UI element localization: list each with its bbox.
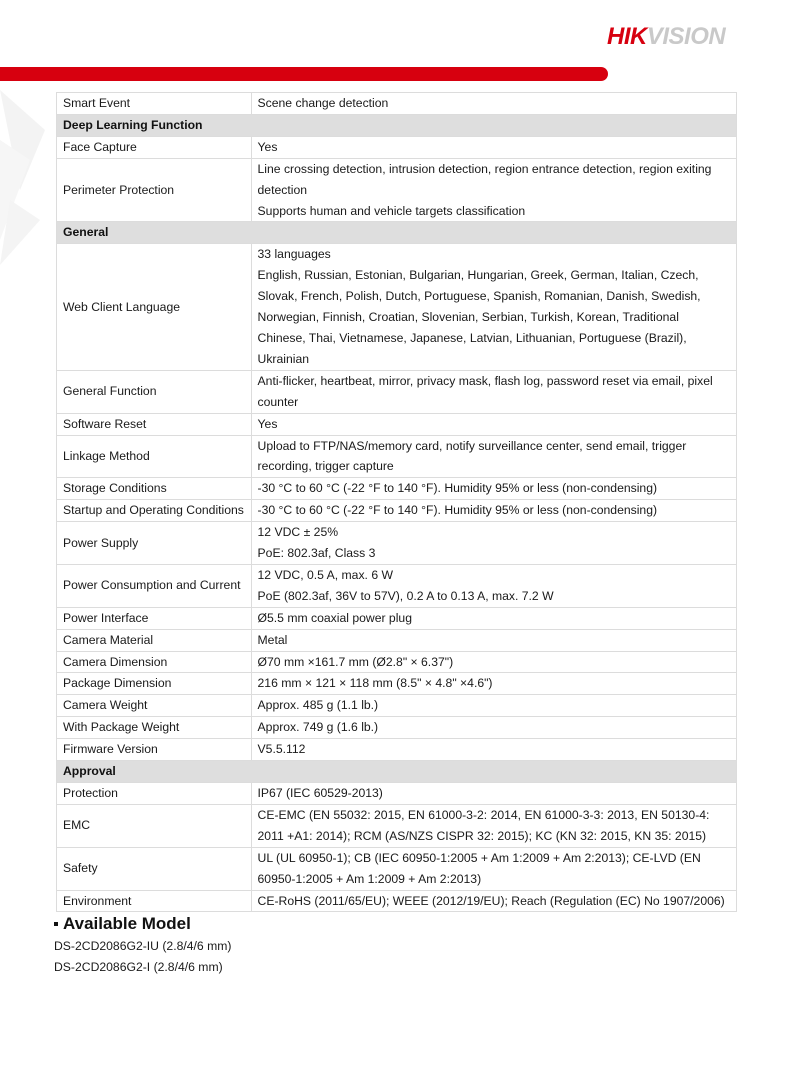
spec-row bbox=[57, 739, 737, 761]
spec-value-line: Yes bbox=[257, 416, 278, 431]
spec-value bbox=[251, 413, 736, 435]
spec-label: Smart Event bbox=[57, 93, 252, 115]
spec-row bbox=[57, 158, 737, 222]
spec-value-line: Scene change detection bbox=[257, 96, 389, 110]
spec-row bbox=[57, 370, 737, 413]
spec-value-line: Yes bbox=[257, 139, 278, 154]
section-title: Approval bbox=[57, 761, 737, 783]
spec-value-line: Metal bbox=[257, 632, 288, 647]
hikvision-logo bbox=[607, 22, 725, 52]
spec-row bbox=[57, 413, 737, 435]
spec-label: Package Dimension bbox=[57, 673, 252, 695]
spec-row bbox=[57, 607, 737, 629]
spec-value bbox=[251, 804, 736, 847]
spec-value bbox=[251, 500, 736, 522]
spec-value-line: Approx. 749 g (1.6 lb.) bbox=[257, 720, 379, 735]
spec-row bbox=[57, 500, 737, 522]
spec-row bbox=[57, 783, 737, 805]
spec-row bbox=[57, 244, 737, 370]
spec-value bbox=[251, 244, 736, 370]
spec-row bbox=[57, 136, 737, 158]
spec-label: Safety bbox=[57, 847, 252, 890]
model-item: DS-2CD2086G2-IU (2.8/4/6 mm) bbox=[54, 939, 232, 953]
spec-row bbox=[57, 629, 737, 651]
spec-row bbox=[57, 804, 737, 847]
watermark-graphic bbox=[0, 80, 60, 270]
spec-label: With Package Weight bbox=[57, 717, 252, 739]
spec-value-line: 33 languages bbox=[257, 247, 331, 262]
spec-label: Environment bbox=[57, 890, 252, 912]
spec-value bbox=[251, 478, 736, 500]
spec-value-line: Anti-flicker, heartbeat, mirror, privacy mask, flash log, password reset via email, pixel counter bbox=[257, 373, 713, 409]
spec-label: Protection bbox=[57, 783, 252, 805]
spec-row bbox=[57, 717, 737, 739]
spec-value-line: IP67 (IEC 60529-2013) bbox=[257, 786, 383, 800]
spec-value-line: 216 mm × 121 × 118 mm (8.5" × 4.8" ×4.6") bbox=[257, 676, 493, 691]
spec-value-line: CE-EMC (EN 55032: 2015, EN 61000-3-2: 2014, EN 61000-3-3: 2013, EN 50130-4: 2011 +A1: 2014); RCM (AS/NZS CISPR 32: 2015); KC (KN 32: 2015, KN 35: 2015) bbox=[257, 807, 710, 843]
spec-value bbox=[251, 673, 736, 695]
section-header-row bbox=[57, 114, 737, 136]
spec-label: Face Capture bbox=[57, 136, 252, 158]
spec-value bbox=[251, 847, 736, 890]
spec-label: General Function bbox=[57, 370, 252, 413]
spec-row bbox=[57, 890, 737, 912]
section-header-row bbox=[57, 761, 737, 783]
spec-value bbox=[251, 522, 736, 565]
spec-value-line: Line crossing detection, intrusion detection, region entrance detection, region exiting detection bbox=[257, 161, 712, 197]
model-item: DS-2CD2086G2-I (2.8/4/6 mm) bbox=[54, 959, 223, 974]
available-model-title: Available Model bbox=[63, 914, 191, 933]
spec-value-line: PoE: 802.3af, Class 3 bbox=[257, 546, 376, 561]
spec-label: Camera Dimension bbox=[57, 651, 252, 673]
specification-table bbox=[56, 92, 737, 912]
spec-value bbox=[251, 783, 736, 805]
spec-row bbox=[57, 564, 737, 607]
spec-label: EMC bbox=[57, 804, 252, 847]
logo-vision: VISION bbox=[646, 23, 726, 50]
spec-value bbox=[251, 695, 736, 717]
spec-label: Software Reset bbox=[57, 413, 252, 435]
spec-value-line: Ø5.5 mm coaxial power plug bbox=[257, 610, 412, 625]
spec-value bbox=[251, 629, 736, 651]
spec-label: Camera Weight bbox=[57, 695, 252, 717]
spec-row bbox=[57, 93, 737, 115]
spec-row bbox=[57, 695, 737, 717]
spec-row bbox=[57, 522, 737, 565]
spec-value-line: V5.5.112 bbox=[257, 742, 306, 757]
header-red-bar bbox=[0, 67, 608, 81]
available-model-heading bbox=[54, 912, 231, 936]
spec-label: Perimeter Protection bbox=[57, 158, 252, 222]
spec-value-line: 12 VDC ± 25% bbox=[257, 525, 339, 540]
spec-value-line: Approx. 485 g (1.1 lb.) bbox=[257, 698, 379, 713]
specification-table-body bbox=[57, 93, 737, 912]
logo-hik: HIK bbox=[607, 23, 647, 50]
spec-label: Power Interface bbox=[57, 607, 252, 629]
available-model-section bbox=[54, 912, 231, 977]
spec-value bbox=[251, 93, 736, 115]
spec-value-line: Supports human and vehicle targets classification bbox=[257, 203, 526, 218]
spec-value bbox=[251, 435, 736, 478]
spec-label: Startup and Operating Conditions bbox=[57, 500, 252, 522]
section-title: General bbox=[57, 222, 737, 244]
spec-label: Firmware Version bbox=[57, 739, 252, 761]
spec-value-line: 12 VDC, 0.5 A, max. 6 W bbox=[257, 567, 393, 582]
spec-value bbox=[251, 890, 736, 912]
spec-row bbox=[57, 435, 737, 478]
spec-value bbox=[251, 717, 736, 739]
spec-value bbox=[251, 607, 736, 629]
spec-value bbox=[251, 651, 736, 673]
spec-value bbox=[251, 136, 736, 158]
spec-label: Camera Material bbox=[57, 629, 252, 651]
spec-row bbox=[57, 651, 737, 673]
spec-value bbox=[251, 739, 736, 761]
spec-label: Power Consumption and Current bbox=[57, 564, 252, 607]
section-header-row bbox=[57, 222, 737, 244]
spec-value-line: PoE (802.3af, 36V to 57V), 0.2 A to 0.13 A, max. 7.2 W bbox=[257, 588, 554, 603]
spec-value-line: -30 °C to 60 °C (-22 °F to 140 °F). Humidity 95% or less (non-condensing) bbox=[257, 481, 658, 496]
section-title: Deep Learning Function bbox=[57, 114, 737, 136]
spec-label: Power Supply bbox=[57, 522, 252, 565]
spec-row bbox=[57, 673, 737, 695]
spec-value bbox=[251, 370, 736, 413]
spec-value-line: Ø70 mm ×161.7 mm (Ø2.8" × 6.37") bbox=[257, 654, 454, 669]
spec-label: Web Client Language bbox=[57, 244, 252, 370]
spec-value-line: Upload to FTP/NAS/memory card, notify surveillance center, send email, trigger recording, trigger capture bbox=[257, 438, 687, 474]
spec-label: Storage Conditions bbox=[57, 478, 252, 500]
bullet-icon bbox=[54, 922, 58, 926]
spec-value-line: -30 °C to 60 °C (-22 °F to 140 °F). Humidity 95% or less (non-condensing) bbox=[257, 503, 658, 518]
spec-row bbox=[57, 478, 737, 500]
spec-value-line: CE-RoHS (2011/65/EU); WEEE (2012/19/EU); Reach (Regulation (EC) No 1907/2006) bbox=[257, 893, 725, 908]
spec-value bbox=[251, 564, 736, 607]
spec-value-line: English, Russian, Estonian, Bulgarian, Hungarian, Greek, German, Italian, Czech, Slovak, French, Polish, Dutch, Portuguese, Spanish, Romanian, Danish, Swedish, Norwegian, Finnish, Croatian, Slovenian, Serbian, Turkish, Korean, Traditional Chinese, Thai, Vietnamese, Japanese, Latvian, Lithuanian, Portuguese (Brazil), Ukrainian bbox=[257, 268, 701, 366]
spec-row bbox=[57, 847, 737, 890]
spec-label: Linkage Method bbox=[57, 435, 252, 478]
spec-value-line: UL (UL 60950-1); CB (IEC 60950-1:2005 + Am 1:2009 + Am 2:2013); CE-LVD (EN 60950-1:2005 + Am 1:2009 + Am 2:2013) bbox=[257, 850, 701, 886]
spec-value bbox=[251, 158, 736, 222]
